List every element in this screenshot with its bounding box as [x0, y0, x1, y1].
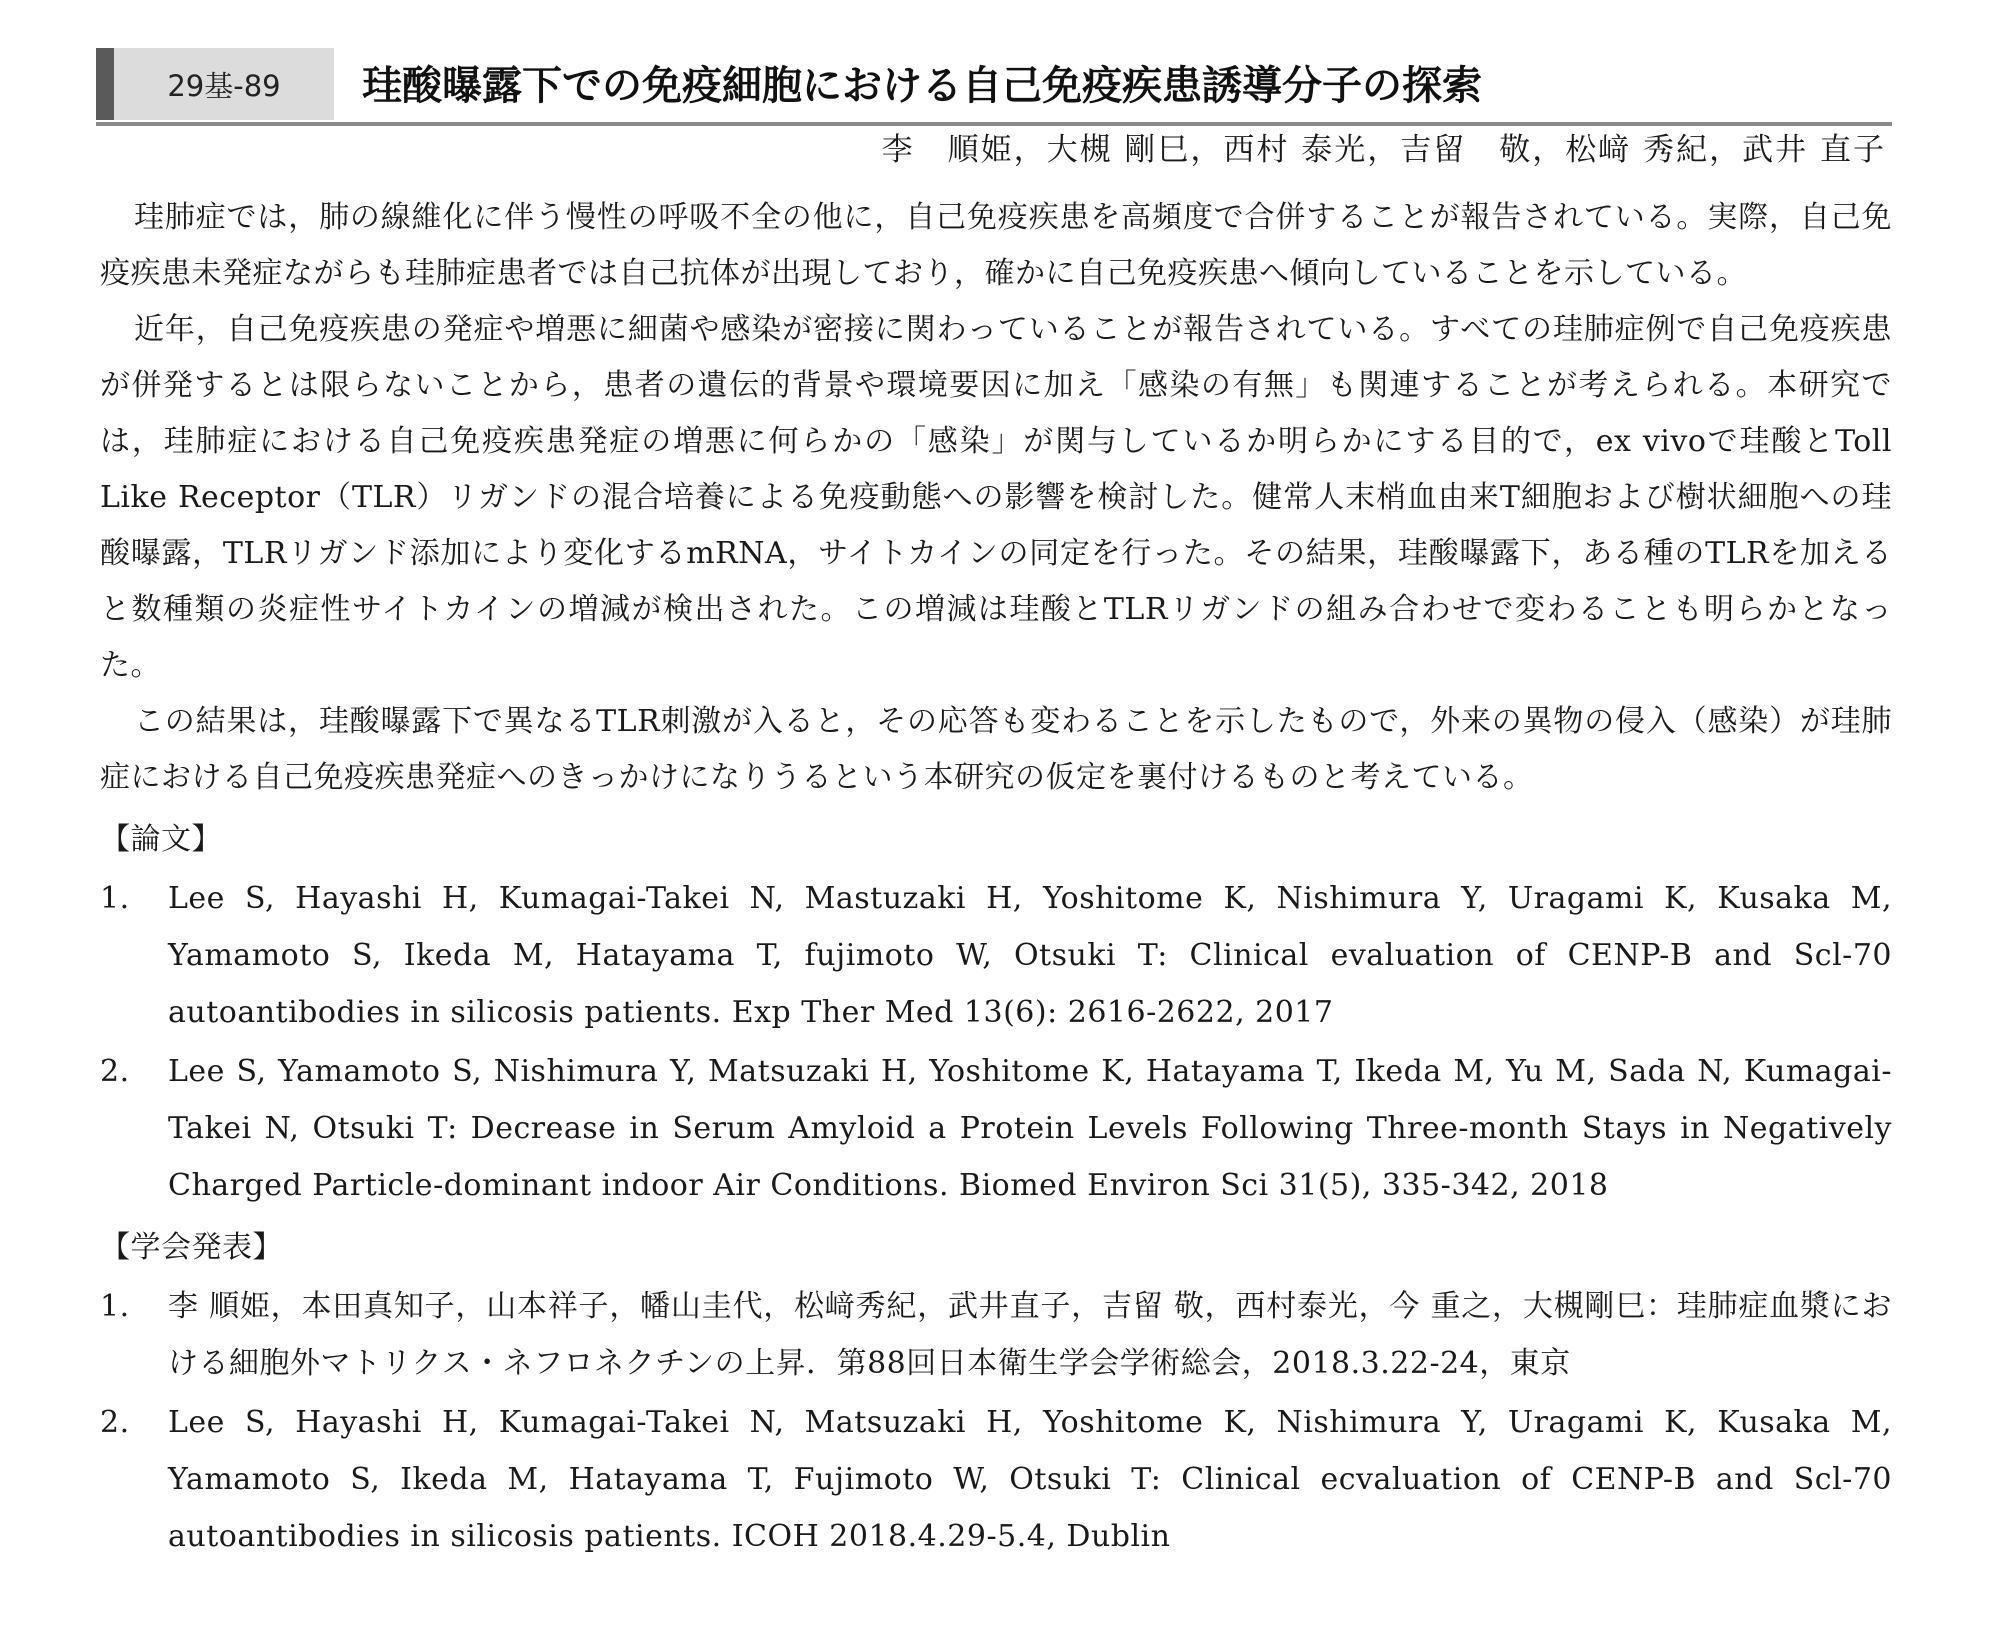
reference-number: 2. [100, 1054, 130, 1089]
presentation-reference [100, 1394, 1892, 1565]
reference-text: Lee S, Yamamoto S, Nishimura Y, Matsuzaki H, Yoshitome K, Hatayama T, Ikeda M, Yu M, Sada N, Kumagai-Takei N, Otsuki T: Decrease in Serum Amyloid a Protein Levels Following Three-month Stays in Negatively Charged Particle-dominant indoor Air Conditions. Biomed Environ Sci 31(5), 335-342, 2018 [168, 1054, 1892, 1203]
page-title: 珪酸曝露下での免疫細胞における自己免疫疾患誘導分子の探索 [362, 63, 1482, 109]
presentations-heading: 【学会発表】 [100, 1230, 283, 1265]
reference-number: 1. [100, 881, 130, 916]
presentation-reference [100, 1278, 1892, 1392]
reference-text: Lee S, Hayashi H, Kumagai-Takei N, Mastuzaki H, Yoshitome K, Nishimura Y, Uragami K, Kusaka M, Yamamoto S, Ikeda M, Hatayama T, fujimoto W, Otsuki T: Clinical evaluation of CENP-B and Scl-70 autoantibodies in silicosis patients. Exp Ther Med 13(6): 2616-2622, 2017 [168, 881, 1892, 1030]
reference-text: 李 順姫，本田真知子，山本祥子，幡山圭代，松﨑秀紀，武井直子，吉留 敬，西村泰光，今 重之，大槻剛巳：珪肺症血漿における細胞外マトリクス・ネフロネクチンの上昇．第88回日本衛生学会学術総会，2018.3.22-24，東京 [168, 1289, 1892, 1381]
abstract-paragraph-1: 珪肺症では，肺の線維化に伴う慢性の呼吸不全の他に，自己免疫疾患を高頻度で合併することが報告されている。実際，自己免疫疾患未発症ながらも珪肺症患者では自己抗体が出現しており，確かに自己免疫疾患へ傾向していることを示している。 [100, 200, 1892, 291]
papers-heading: 【論文】 [100, 822, 222, 857]
section-id-badge: 29基-89 [114, 48, 334, 120]
reference-number: 2. [100, 1405, 130, 1440]
reference-text: Lee S, Hayashi H, Kumagai-Takei N, Matsuzaki H, Yoshitome K, Nishimura Y, Uragami K, Kusaka M, Yamamoto S, Ikeda M, Hatayama T, Fujimoto W, Otsuki T: Clinical ecvaluation of CENP-B and Scl-70 autoantibodies in silicosis patients. ICOH 2018.4.29-5.4, Dublin [168, 1405, 1892, 1554]
header-accent-bar [96, 48, 114, 120]
abstract-paragraph-3: この結果は，珪酸曝露下で異なるTLR刺激が入ると，その応答も変わることを示したもので，外来の異物の侵入（感染）が珪肺症における自己免疫疾患発症へのきっかけになりうるという本研究の仮定を裏付けるものと考えている。 [100, 704, 1892, 795]
reference-number: 1. [100, 1289, 130, 1324]
document-body [100, 190, 1892, 1567]
author-list: 李 順姫，大槻 剛巳，西村 泰光，吉留 敬，松﨑 秀紀，武井 直子 [881, 132, 1886, 168]
paper-reference [100, 1043, 1892, 1214]
abstract-paragraph-2: 近年，自己免疫疾患の発症や増悪に細菌や感染が密接に関わっていることが報告されている。すべての珪肺症例で自己免疫疾患が併発するとは限らないことから，患者の遺伝的背景や環境要因に加え「感染の有無」も関連することが考えられる。本研究では，珪肺症における自己免疫疾患発症の増悪に何らかの「感染」が関与しているか明らかにする目的で，ex vivoで珪酸とToll Like Receptor（TLR）リガンドの混合培養による免疫動態への影響を検討した。健常人末梢血由来T細胞および樹状細胞への珪酸曝露，TLRリガンド添加により変化するmRNA，サイトカインの同定を行った。その結果，珪酸曝露下，ある種のTLRを加えると数種類の炎症性サイトカインの増減が検出された。この増減は珪酸とTLRリガンドの組み合わせで変わることも明らかとなった。 [100, 312, 1892, 683]
paper-reference [100, 870, 1892, 1041]
section-header [96, 40, 1892, 126]
